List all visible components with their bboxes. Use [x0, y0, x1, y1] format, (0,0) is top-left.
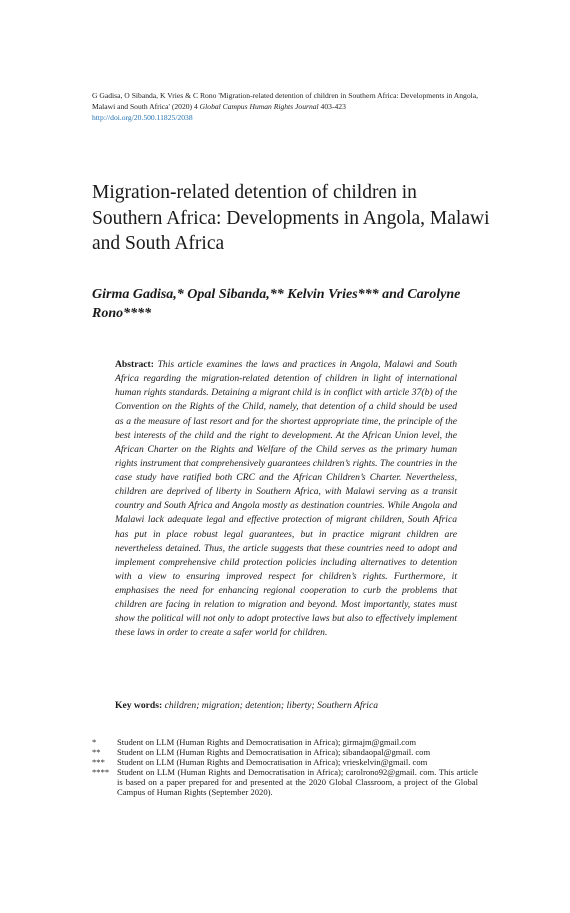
footnote-text: Student on LLM (Human Rights and Democratisation in Africa); carolrono92@gmail. com. This article is based on a paper prepared for and presented at the 2020 Global Classroom, a project of the Global Campus of Human Rights (September 2020). [117, 767, 478, 797]
footnote [92, 767, 478, 797]
abstract-text: This article examines the laws and practices in Angola, Malawi and South Africa regarding the migration-related detention of children in light of international human rights standards. Detaining a migrant child is in conflict with article 37(b) of the Convention on the Rights of the Child, namely, that detention of a child should be used as a the measure of last resort and for the shortest appropriate time, the principle of the best interests of the child and the right to development. At the African Union level, the African Charter on the Rights and Welfare of the Child serves as the primary human rights instrument that comprehensively guarantees children’s rights. The countries in the case study have ratified both CRC and the African Children’s Charter. Nevertheless, children are deprived of liberty in Southern Africa, with Malawi serving as a transit country and South Africa and Angola mostly as destination countries. While Angola and Malawi lack adequate legal and effective protection of migrant children, South Africa has put in place robust legal guarantees, but in practice migrant children are nevertheless detained. Thus, the article suggests that these countries need to adopt and implement comprehensive child protection policies including alternatives to detention with a view to ensuring improved respect for children’s rights. Furthermore, it emphasises the need for enhancing regional cooperation to curb the problems that children are facing in relation to migration and beyond. Most importantly, states must show the political will not only to adopt protective laws but also to effectively implement these laws in order to create a safer world for children. [115, 359, 457, 639]
keywords-label: Key words: [115, 700, 163, 711]
footnote [92, 747, 478, 757]
footnote-mark: ** [92, 747, 101, 757]
citation-block [92, 90, 478, 123]
article-title: Migration-related detention of children in Southern Africa: Developments in Angola, Malawi and South Africa [92, 182, 490, 254]
footnote-text: Student on LLM (Human Rights and Democratisation in Africa); sibandaopal@gmail. com [117, 747, 431, 757]
citation-text: G Gadisa, O Sibanda, K Vries & C Rono 'Migration-related detention of children in Southern Africa: Developments in Angola, Malawi and South Africa' (2020) 4 [92, 91, 478, 111]
footnote-mark: **** [92, 767, 110, 777]
footnotes [92, 737, 478, 797]
abstract-label: Abstract: [115, 359, 154, 370]
footnote [92, 757, 478, 767]
footnote-text: Student on LLM (Human Rights and Democratisation in Africa); vrieskelvin@gmail. com [117, 757, 428, 767]
keywords [115, 699, 457, 713]
abstract [115, 358, 457, 641]
footnote [92, 737, 478, 747]
keywords-text: children; migration; detention; liberty; Southern Africa [164, 700, 379, 711]
citation-journal: Global Campus Human Rights Journal [199, 102, 319, 111]
footnote-mark: * [92, 737, 97, 747]
footnote-text: Student on LLM (Human Rights and Democratisation in Africa); girmajm@gmail.com [117, 737, 417, 747]
author-list: Girma Gadisa,* Opal Sibanda,** Kelvin Vries*** and Carolyne Rono**** [92, 287, 461, 321]
doi-link[interactable]: http://doi.org/20.500.11825/2038 [92, 113, 193, 122]
footnote-mark: *** [92, 757, 105, 767]
citation-pages: 403-423 [318, 102, 346, 111]
